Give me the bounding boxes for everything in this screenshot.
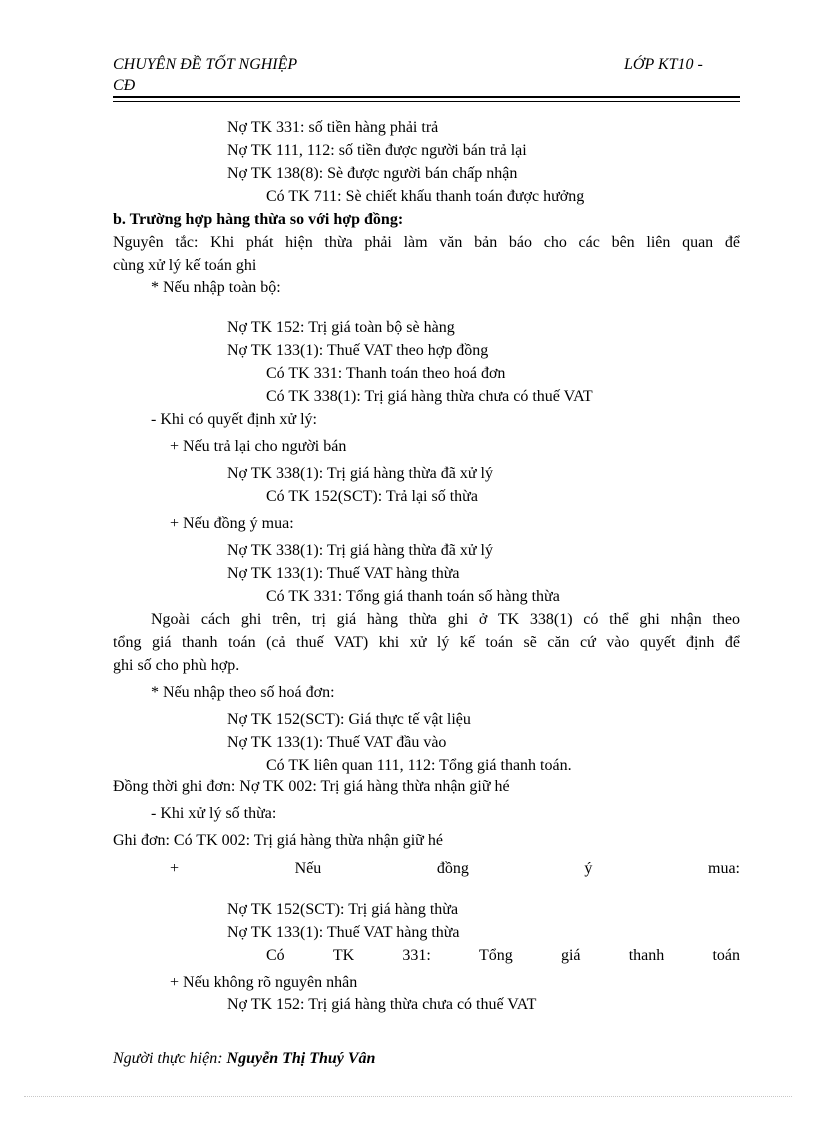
author-name: Nguyễn Thị Thuý Vân <box>226 1050 376 1067</box>
word: thanh <box>628 947 665 964</box>
entry-line: Có TK liên quan 111, 112: Tổng giá thanh toán. <box>266 757 572 774</box>
entry-line: Nợ TK 338(1): Trị giá hàng thừa đã xử lý <box>227 542 493 559</box>
entry-line: Nợ TK 152: Trị giá toàn bộ sè hàng <box>227 319 455 336</box>
paragraph-line: cùng xử lý kế toán ghi <box>113 257 257 274</box>
word: 331: <box>402 947 431 964</box>
entry-line: Có TK 338(1): Trị giá hàng thừa chưa có thuế VAT <box>266 388 593 405</box>
entry-line: Nợ TK 133(1): Thuế VAT hàng thừa <box>227 924 460 941</box>
word: giá <box>560 947 581 964</box>
paragraph-line: Đồng thời ghi đơn: Nợ TK 002: Trị giá hàng thừa nhận giữ hé <box>113 778 510 795</box>
total-payment-line <box>266 945 740 967</box>
word: ý <box>584 860 593 877</box>
entry-line: Nợ TK 133(1): Thuế VAT đầu vào <box>227 734 447 751</box>
author-label: Người thực hiện: <box>113 1050 223 1067</box>
case-heading: * Nếu nhập toàn bộ: <box>151 279 281 296</box>
case-heading: * Nếu nhập theo số hoá đơn: <box>151 684 335 701</box>
entry-line: Nợ TK 152: Trị giá hàng thừa chưa có thuế VAT <box>227 996 537 1013</box>
case-heading: - Khi xử lý số thừa: <box>151 805 277 822</box>
entry-line: Nợ TK 152(SCT): Giá thực tế vật liệu <box>227 711 471 728</box>
header-rule-thin <box>113 101 740 102</box>
word: đồng <box>436 860 469 877</box>
case-subheading: + Nếu không rõ nguyên nhân <box>170 974 358 991</box>
header-right-title: LỚP KT10 - <box>624 56 703 73</box>
entry-line: Nợ TK 133(1): Thuế VAT hàng thừa <box>227 565 460 582</box>
word: + <box>170 860 180 877</box>
entry-line: Có TK 331: Tổng giá thanh toán số hàng thừa <box>266 588 560 605</box>
case-subheading: + Nếu đồng ý mua: <box>170 515 294 532</box>
word: toán <box>712 947 740 964</box>
header-rule-thick <box>113 96 740 98</box>
case-subheading: + Nếu trả lại cho người bán <box>170 438 347 455</box>
word: Có <box>266 947 285 964</box>
word: mua: <box>708 860 740 877</box>
paragraph-line: Nguyên tắc: Khi phát hiện thừa phải làm văn bản báo cho các bên liên quan để <box>113 234 740 251</box>
section-heading: b. Trường hợp hàng thừa so với hợp đồng: <box>113 211 404 228</box>
paragraph-line: Ngoài cách ghi trên, trị giá hàng thừa ghi ở TK 338(1) có thể ghi nhận theo <box>151 611 740 628</box>
agree-buy-line <box>170 858 740 880</box>
case-heading: - Khi có quyết định xử lý: <box>151 411 317 428</box>
entry-line: Có TK 711: Sè chiết khấu thanh toán được hưởng <box>266 188 585 205</box>
word: Nếu <box>294 860 322 877</box>
word: TK <box>332 947 355 964</box>
entry-line: Nợ TK 152(SCT): Trị giá hàng thừa <box>227 901 459 918</box>
entry-line: Nợ TK 338(1): Trị giá hàng thừa đã xử lý <box>227 465 493 482</box>
header-left-title: CHUYÊN ĐỀ TỐT NGHIỆP <box>113 56 298 73</box>
paragraph-line: tổng giá thanh toán (cả thuế VAT) khi xử lý kế toán sẽ căn cứ vào quyết định để <box>113 634 740 651</box>
paragraph-line: ghi số cho phù hợp. <box>113 657 240 674</box>
entry-line: Nợ TK 111, 112: số tiền được người bán trả lại <box>227 142 527 159</box>
entry-line: Nợ TK 138(8): Sè được người bán chấp nhận <box>227 165 518 182</box>
footer <box>113 1050 375 1068</box>
entry-line: Nợ TK 133(1): Thuế VAT theo hợp đồng <box>227 342 489 359</box>
paragraph-line: Ghi đơn: Có TK 002: Trị giá hàng thừa nhận giữ hé <box>113 832 443 849</box>
word: Tổng <box>479 947 513 964</box>
header-right-title-cont: CĐ <box>113 77 136 94</box>
entry-line: Có TK 152(SCT): Trả lại số thừa <box>266 488 478 505</box>
entry-line: Có TK 331: Thanh toán theo hoá đơn <box>266 365 506 382</box>
entry-line: Nợ TK 331: số tiền hàng phải trả <box>227 119 439 136</box>
page-break-divider <box>24 1096 792 1097</box>
